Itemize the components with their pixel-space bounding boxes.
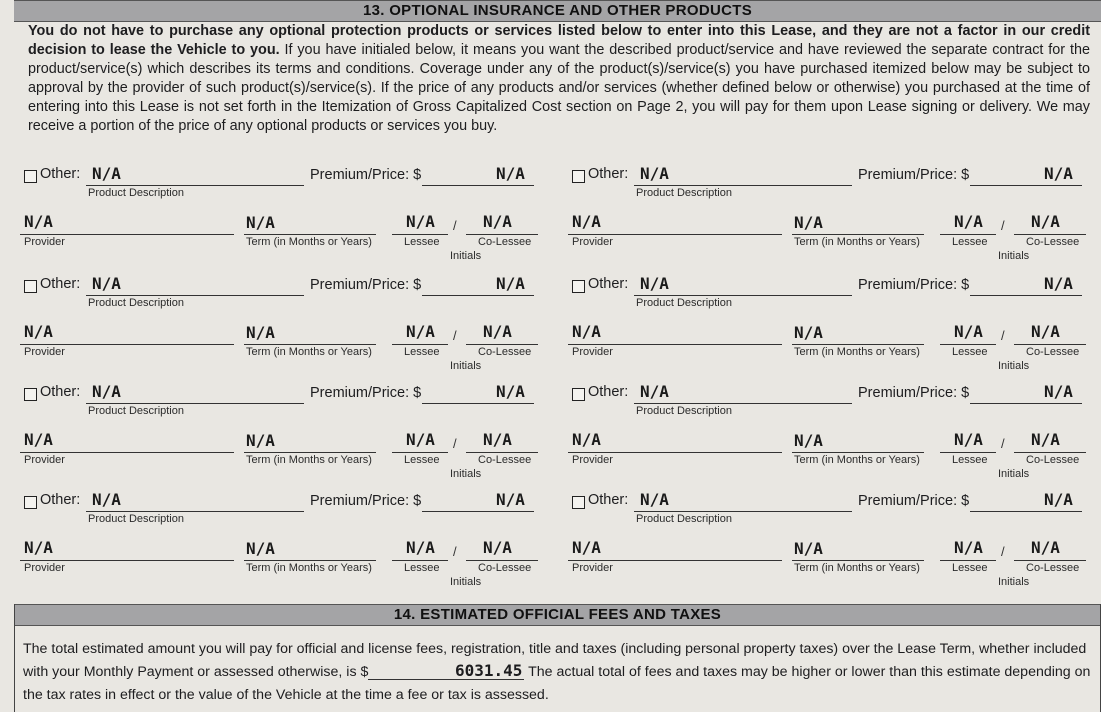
provider-value: N/A — [24, 322, 53, 341]
term-caption: Term (in Months or Years) — [246, 562, 372, 574]
product-group — [20, 378, 1100, 478]
product-group — [20, 160, 1100, 260]
fees-statement — [23, 638, 1095, 707]
other-label: Other: — [588, 492, 629, 508]
provider-value: N/A — [24, 430, 53, 449]
premium-price-label: Premium/Price: $ — [310, 277, 422, 293]
product-description-value: N/A — [92, 382, 121, 401]
co-lessee-initials-value: N/A — [483, 322, 512, 341]
co-lessee-caption: Co-Lessee — [478, 236, 532, 248]
provider-value: N/A — [572, 538, 601, 557]
other-label: Other: — [588, 276, 629, 292]
product-description-value: N/A — [640, 274, 669, 293]
term-value: N/A — [246, 213, 275, 232]
intro-bold-text: You do not have to purchase any optional protection products or services listed below to enter into this Lease, and they are not a factor in our credit decision to lease the Vehicle to you. — [28, 23, 1090, 58]
section-13-intro — [28, 22, 1090, 136]
product-entry — [20, 270, 560, 370]
initials-caption: Initials — [450, 468, 482, 480]
section-14 — [14, 604, 1101, 712]
premium-price-value: N/A — [1044, 164, 1073, 183]
term-caption: Term (in Months or Years) — [794, 562, 920, 574]
initials-separator: / — [453, 328, 457, 343]
lessee-caption: Lessee — [404, 454, 440, 466]
co-lessee-initials-value: N/A — [1031, 212, 1060, 231]
lessee-caption: Lessee — [404, 346, 440, 358]
initials-separator: / — [453, 436, 457, 451]
premium-price-label: Premium/Price: $ — [858, 277, 970, 293]
lessee-caption: Lessee — [952, 236, 988, 248]
fees-text-before: The total estimated amount you will pay for official and license fees, registration, title and taxes (including personal property taxes) over the Lease Term, whether included with your Monthly Payment or assessed otherwise, is $ — [23, 641, 1087, 680]
term-value: N/A — [794, 539, 823, 558]
other-label: Other: — [40, 276, 81, 292]
section-14-header: 14. ESTIMATED OFFICIAL FEES AND TAXES — [15, 604, 1100, 626]
product-description-value: N/A — [640, 164, 669, 183]
provider-caption: Provider — [24, 562, 65, 574]
lessee-caption: Lessee — [404, 562, 440, 574]
product-checkbox[interactable] — [24, 496, 37, 509]
product-entry — [568, 270, 1101, 370]
product-description-value: N/A — [92, 490, 121, 509]
lessee-caption: Lessee — [952, 454, 988, 466]
initials-caption: Initials — [450, 576, 482, 588]
product-description-caption: Product Description — [636, 297, 732, 309]
provider-caption: Provider — [24, 346, 65, 358]
product-description-caption: Product Description — [88, 405, 184, 417]
co-lessee-caption: Co-Lessee — [1026, 346, 1080, 358]
lessee-caption: Lessee — [952, 346, 988, 358]
premium-price-value: N/A — [496, 490, 525, 509]
product-checkbox[interactable] — [24, 280, 37, 293]
provider-value: N/A — [24, 212, 53, 231]
provider-caption: Provider — [24, 236, 65, 248]
fees-amount-field[interactable]: 6031.45 — [368, 663, 524, 680]
co-lessee-caption: Co-Lessee — [1026, 454, 1080, 466]
term-caption: Term (in Months or Years) — [246, 454, 372, 466]
provider-caption: Provider — [572, 454, 613, 466]
product-entry — [20, 378, 560, 478]
co-lessee-initials-value: N/A — [1031, 322, 1060, 341]
premium-price-label: Premium/Price: $ — [310, 167, 422, 183]
lessee-initials-value: N/A — [406, 430, 435, 449]
co-lessee-initials-value: N/A — [483, 212, 512, 231]
premium-price-label: Premium/Price: $ — [858, 493, 970, 509]
term-caption: Term (in Months or Years) — [794, 346, 920, 358]
section-13-header: 13. OPTIONAL INSURANCE AND OTHER PRODUCTS — [14, 0, 1101, 22]
initials-separator: / — [453, 218, 457, 233]
product-description-caption: Product Description — [636, 405, 732, 417]
term-caption: Term (in Months or Years) — [794, 236, 920, 248]
term-value: N/A — [246, 431, 275, 450]
premium-price-value: N/A — [496, 164, 525, 183]
provider-caption: Provider — [24, 454, 65, 466]
lessee-initials-value: N/A — [406, 212, 435, 231]
product-description-caption: Product Description — [88, 513, 184, 525]
other-label: Other: — [40, 492, 81, 508]
co-lessee-caption: Co-Lessee — [1026, 562, 1080, 574]
product-checkbox[interactable] — [572, 170, 585, 183]
premium-price-value: N/A — [1044, 382, 1073, 401]
product-entry — [568, 160, 1101, 260]
provider-value: N/A — [572, 430, 601, 449]
lessee-initials-value: N/A — [954, 538, 983, 557]
lessee-initials-value: N/A — [954, 430, 983, 449]
lessee-caption: Lessee — [404, 236, 440, 248]
product-entry — [568, 486, 1101, 586]
product-checkbox[interactable] — [24, 170, 37, 183]
premium-price-label: Premium/Price: $ — [310, 385, 422, 401]
co-lessee-caption: Co-Lessee — [478, 454, 532, 466]
lessee-initials-value: N/A — [406, 538, 435, 557]
premium-price-label: Premium/Price: $ — [858, 385, 970, 401]
provider-value: N/A — [572, 212, 601, 231]
lessee-initials-value: N/A — [406, 322, 435, 341]
co-lessee-initials-value: N/A — [483, 538, 512, 557]
product-description-caption: Product Description — [88, 297, 184, 309]
initials-caption: Initials — [450, 250, 482, 262]
term-value: N/A — [794, 213, 823, 232]
fees-text-after: The actual total of fees and taxes may be higher or lower than this estimate depending on the tax rates in effect or the value of the Vehicle at the time a fee or tax is assessed. — [23, 664, 1091, 703]
product-description-value: N/A — [92, 164, 121, 183]
initials-separator: / — [1001, 544, 1005, 559]
initials-separator: / — [1001, 436, 1005, 451]
lessee-caption: Lessee — [952, 562, 988, 574]
product-checkbox[interactable] — [572, 496, 585, 509]
other-label: Other: — [40, 166, 81, 182]
lessee-initials-value: N/A — [954, 212, 983, 231]
co-lessee-caption: Co-Lessee — [478, 562, 532, 574]
initials-caption: Initials — [998, 468, 1030, 480]
product-description-caption: Product Description — [636, 187, 732, 199]
co-lessee-initials-value: N/A — [483, 430, 512, 449]
premium-price-label: Premium/Price: $ — [858, 167, 970, 183]
product-group — [20, 486, 1100, 586]
provider-value: N/A — [572, 322, 601, 341]
initials-caption: Initials — [998, 360, 1030, 372]
other-label: Other: — [588, 384, 629, 400]
term-caption: Term (in Months or Years) — [794, 454, 920, 466]
co-lessee-initials-value: N/A — [1031, 538, 1060, 557]
intro-body-text: If you have initialed below, it means you want the described product/service and have reviewed the separate contract for the product/service(s) which describes its terms and conditions. Coverage under any of the product(s)/service(s) you have purchased itemized below may be subject to approval by the provider of such product(s)/service(s). If the price of any products and/or services (whether defined below or otherwise) you purchased at the time of entering into this Lease is not set forth in the Itemization of Gross Capitalized Cost section on Page 2, you will pay for them upon Lease signing or delivery. We may receive a portion of the price of any optional products or services you buy. — [28, 42, 1090, 134]
product-group — [20, 270, 1100, 370]
co-lessee-caption: Co-Lessee — [1026, 236, 1080, 248]
product-description-caption: Product Description — [88, 187, 184, 199]
provider-caption: Provider — [572, 236, 613, 248]
product-checkbox[interactable] — [24, 388, 37, 401]
product-checkbox[interactable] — [572, 388, 585, 401]
provider-caption: Provider — [572, 346, 613, 358]
product-description-value: N/A — [92, 274, 121, 293]
premium-price-value: N/A — [496, 274, 525, 293]
co-lessee-initials-value: N/A — [1031, 430, 1060, 449]
initials-caption: Initials — [450, 360, 482, 372]
term-caption: Term (in Months or Years) — [246, 346, 372, 358]
product-description-caption: Product Description — [636, 513, 732, 525]
term-caption: Term (in Months or Years) — [246, 236, 372, 248]
premium-price-value: N/A — [1044, 274, 1073, 293]
initials-separator: / — [453, 544, 457, 559]
initials-separator: / — [1001, 218, 1005, 233]
lessee-initials-value: N/A — [954, 322, 983, 341]
term-value: N/A — [246, 539, 275, 558]
product-checkbox[interactable] — [572, 280, 585, 293]
initials-caption: Initials — [998, 576, 1030, 588]
premium-price-label: Premium/Price: $ — [310, 493, 422, 509]
co-lessee-caption: Co-Lessee — [478, 346, 532, 358]
provider-value: N/A — [24, 538, 53, 557]
provider-caption: Provider — [572, 562, 613, 574]
term-value: N/A — [794, 323, 823, 342]
other-label: Other: — [40, 384, 81, 400]
product-description-value: N/A — [640, 382, 669, 401]
product-entry — [20, 160, 560, 260]
premium-price-value: N/A — [496, 382, 525, 401]
other-label: Other: — [588, 166, 629, 182]
initials-caption: Initials — [998, 250, 1030, 262]
term-value: N/A — [246, 323, 275, 342]
product-entry — [20, 486, 560, 586]
initials-separator: / — [1001, 328, 1005, 343]
product-entry — [568, 378, 1101, 478]
product-description-value: N/A — [640, 490, 669, 509]
term-value: N/A — [794, 431, 823, 450]
premium-price-value: N/A — [1044, 490, 1073, 509]
